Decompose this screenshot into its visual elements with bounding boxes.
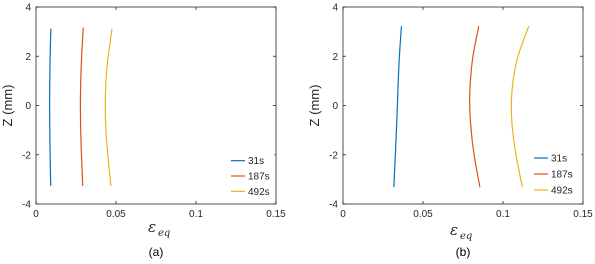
- y-tick-label: -4: [329, 199, 338, 211]
- chart-panel-1: [0, 3, 286, 260]
- y-axis-label: Z (mm): [307, 84, 322, 127]
- x-tick-label: 0: [340, 209, 346, 220]
- y-tick-label: 4: [25, 2, 31, 14]
- x-tick-label: 0.05: [106, 209, 126, 220]
- x-axis-label-subscript: eq: [460, 231, 473, 242]
- y-tick-label: -2: [22, 150, 31, 162]
- chart-panel-2: [307, 3, 593, 260]
- series-line-187s: [80, 28, 83, 186]
- x-tick-label: 0.1: [189, 209, 203, 220]
- y-tick-label: 0: [25, 101, 31, 112]
- y-tick-label: 2: [332, 51, 338, 63]
- x-tick-label: 0.1: [496, 209, 510, 220]
- series-line-187s: [470, 27, 480, 187]
- x-axis-label: ε: [147, 218, 157, 236]
- series-line-492s: [105, 29, 112, 185]
- y-tick-label: -2: [329, 150, 338, 162]
- y-tick-label: 2: [25, 51, 31, 63]
- x-axis-label: ε: [449, 221, 459, 239]
- y-axis-label: Z (mm): [0, 84, 15, 127]
- x-tick-label: 0.05: [413, 209, 433, 220]
- y-tick-label: 0: [332, 101, 338, 112]
- panel-caption: (a): [148, 245, 164, 259]
- legend-label: 31s: [551, 153, 568, 165]
- x-tick-label: 0.15: [266, 209, 286, 220]
- x-axis-label-subscript: eq: [158, 228, 171, 239]
- legend: [228, 153, 274, 199]
- legend-label: 31s: [248, 156, 265, 168]
- x-tick-label: 0: [33, 209, 39, 220]
- y-tick-label: -4: [22, 199, 31, 211]
- series-line-492s: [511, 27, 528, 187]
- legend-label: 492s: [248, 186, 270, 198]
- y-tick-label: 4: [332, 2, 338, 14]
- series-line-31s: [394, 27, 402, 187]
- legend: [531, 150, 581, 198]
- legend-label: 492s: [551, 185, 573, 197]
- x-tick-label: 0.15: [573, 209, 593, 220]
- legend-label: 187s: [248, 171, 270, 183]
- series-line-31s: [50, 29, 51, 185]
- legend-label: 187s: [551, 169, 573, 181]
- panel-caption: (b): [455, 245, 471, 259]
